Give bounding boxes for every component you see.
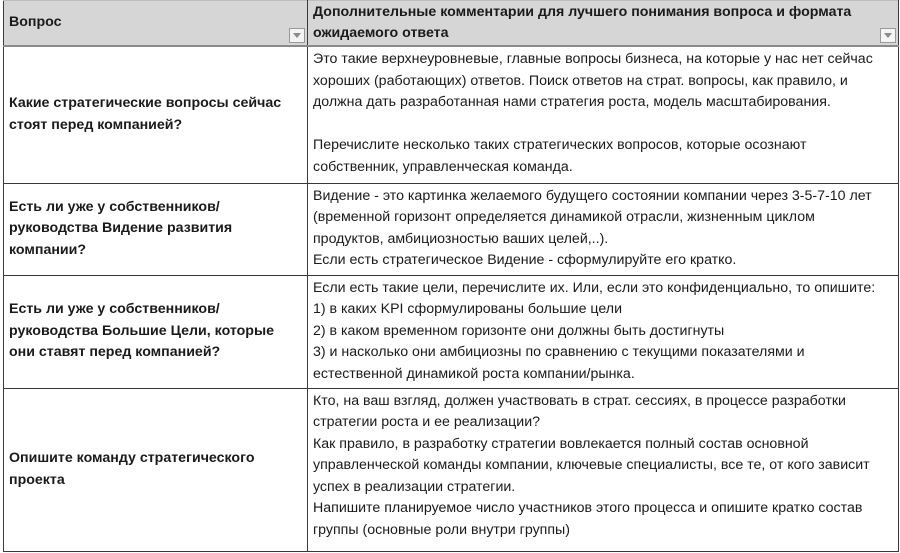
column-header-question[interactable] bbox=[4, 1, 308, 47]
question-cell[interactable]: Какие стратегические вопросы сейчас стоят перед компанией? bbox=[4, 46, 308, 183]
comment-line-blank bbox=[313, 114, 893, 136]
header-row bbox=[4, 1, 899, 47]
comment-line: Это такие верхнеуровневые, главные вопросы бизнеса, на которые у нас нет сейчас bbox=[313, 51, 873, 67]
comment-cell[interactable] bbox=[308, 46, 899, 183]
table-row bbox=[4, 388, 899, 551]
table-row bbox=[4, 183, 899, 275]
comment-line: успех в реализации стратегии. bbox=[313, 478, 516, 495]
table-row bbox=[4, 46, 899, 183]
comment-line: Если есть такие цели, перечислите их. Или, если это конфиденциально, то опишите: bbox=[313, 279, 876, 296]
question-cell[interactable]: Есть ли уже у собственников/руководства Видение развития компании? bbox=[4, 183, 308, 275]
comment-line: Напишите планируемое число участников этого процесса и опишите кратко состав bbox=[313, 500, 863, 516]
filter-dropdown-button[interactable] bbox=[880, 28, 896, 43]
column-header-label: Вопрос bbox=[9, 14, 62, 31]
comment-line: Как правило, в разработку стратегии вовлекается полный состав основной bbox=[313, 435, 809, 452]
comment-line: управленческой команды компании, ключевые специалисты, все те, от кого зависит bbox=[313, 457, 870, 473]
column-header-comments[interactable] bbox=[308, 1, 899, 47]
comment-line: 1) в каких KPI сформулированы большие цели bbox=[313, 301, 622, 317]
comment-line: стратегии роста и ее реализации? bbox=[313, 414, 541, 430]
comment-line: должна дать разработанная нами стратегия роста, модель масштабирования. bbox=[313, 94, 831, 110]
questionnaire-table bbox=[3, 0, 899, 552]
column-header-label: Дополнительные комментарии для лучшего понимания вопроса и формата ожидаемого ответа bbox=[313, 3, 852, 41]
question-cell[interactable]: Есть ли уже у собственников/руководства Большие Цели, которые они ставят перед компанией? bbox=[4, 275, 308, 388]
comment-line: группы (основные роли внутри группы) bbox=[313, 521, 570, 538]
filter-dropdown-button[interactable] bbox=[289, 28, 305, 43]
table-row bbox=[4, 275, 899, 388]
comment-line: 3) и насколько они амбициозны по сравнению с текущими показателями и bbox=[313, 344, 805, 360]
question-cell[interactable]: Опишите команду стратегического проекта bbox=[4, 388, 308, 551]
comment-line: (временной горизонт определяется динамикой отрасли, жизненным циклом bbox=[313, 209, 815, 225]
comment-line: собственник, управленческая команда. bbox=[313, 158, 573, 175]
comment-cell[interactable] bbox=[308, 275, 899, 388]
comment-line: Если есть стратегическое Видение - сформулируйте его кратко. bbox=[313, 252, 737, 268]
dropdown-arrow-icon bbox=[293, 33, 301, 38]
dropdown-arrow-icon bbox=[884, 33, 892, 38]
comment-line: продуктов, амбициозностью ваших целей,..). bbox=[313, 230, 609, 247]
comment-line: Видение - это картинка желаемого будущего состоянии компании через 3-5-7-10 лет bbox=[313, 187, 872, 204]
comment-line: естественной динамикой роста компании/рынка. bbox=[313, 365, 635, 382]
comment-line: Кто, на ваш взгляд, должен участвовать в страт. сессиях, в процессе разработки bbox=[313, 392, 846, 409]
comment-line: хороших (работающих) ответов. Поиск ответов на страт. вопросы, как правило, и bbox=[313, 72, 848, 89]
comment-line: Перечислите несколько таких стратегических вопросов, которые осознают bbox=[313, 137, 807, 153]
comment-cell[interactable] bbox=[308, 388, 899, 551]
comment-cell[interactable] bbox=[308, 183, 899, 275]
comment-line: 2) в каком временном горизонте они должны быть достигнуты bbox=[313, 322, 725, 339]
